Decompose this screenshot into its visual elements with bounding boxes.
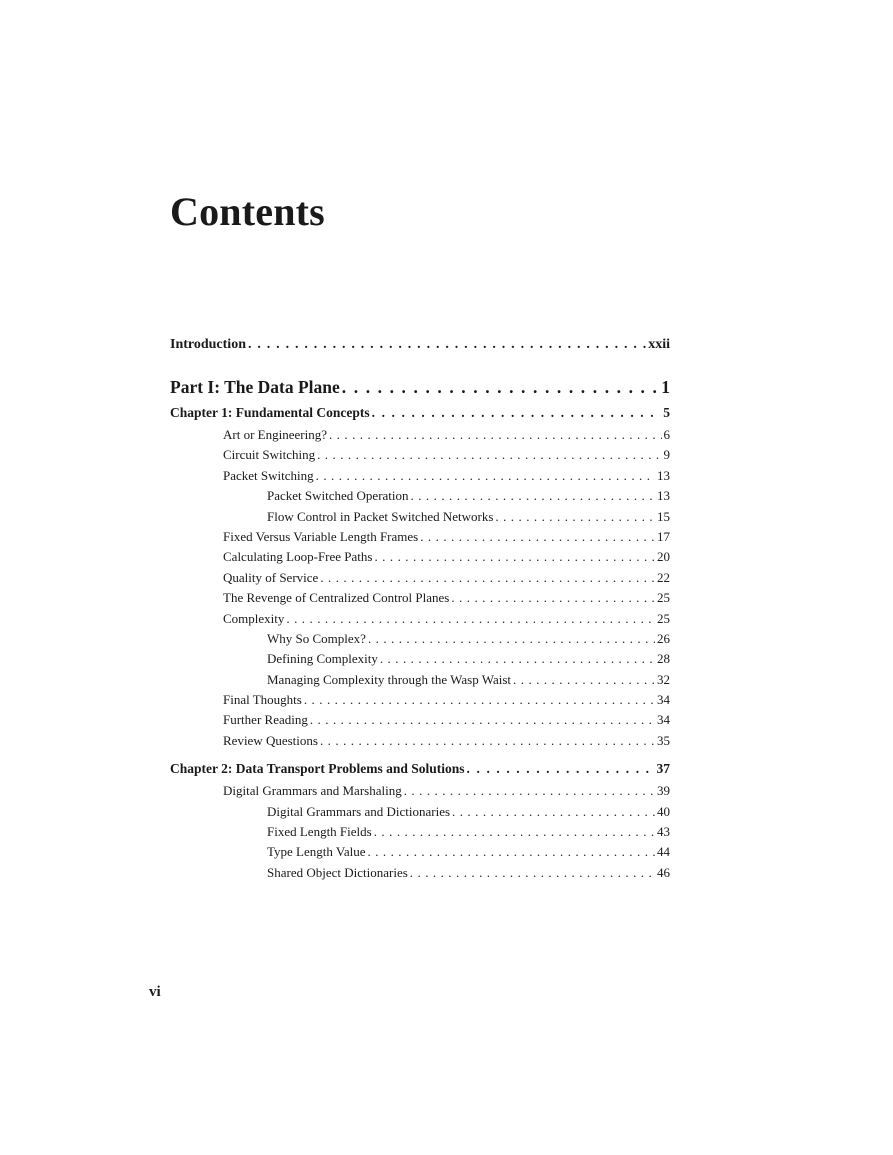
toc-page-number: 34	[657, 712, 670, 728]
toc-subsection[interactable]	[170, 649, 670, 669]
toc-entry-label: Review Questions	[223, 732, 318, 748]
toc-page-number: 39	[657, 783, 670, 799]
toc-page-number: 25	[657, 590, 670, 606]
toc-entry-label: Why So Complex?	[267, 630, 366, 646]
dot-leader	[411, 486, 655, 506]
toc-chapter-heading[interactable]	[170, 402, 670, 424]
dot-leader	[404, 781, 655, 801]
toc-page-number: 9	[663, 447, 670, 463]
toc-entry-label: Packet Switching	[223, 467, 314, 483]
toc-entry-label: Shared Object Dictionaries	[267, 864, 408, 880]
toc-entry-label: Part I: The Data Plane	[170, 377, 340, 397]
dot-leader	[342, 374, 659, 400]
toc-subsection[interactable]	[170, 507, 670, 527]
toc-entry-label: Chapter 2: Data Transport Problems and Solutions	[170, 761, 465, 777]
toc-page-number: 13	[657, 488, 670, 504]
toc-page-number: 25	[657, 610, 670, 626]
toc-entry-label: Art or Engineering?	[223, 427, 327, 442]
toc-page-number: 28	[657, 651, 670, 667]
toc-page-number: 46	[657, 864, 670, 880]
toc-entry-introduction[interactable]	[170, 334, 670, 356]
toc-section[interactable]	[170, 466, 670, 486]
dot-leader	[372, 402, 662, 424]
toc-chapter-heading[interactable]	[170, 758, 670, 780]
toc-section[interactable]	[170, 690, 670, 710]
toc-page-number: 35	[657, 732, 670, 748]
toc-page-number: 22	[657, 569, 670, 585]
toc-entry-label: Digital Grammars and Dictionaries	[267, 803, 451, 819]
toc-page-number: 40	[657, 803, 670, 819]
toc-entry-label: Packet Switched Operation	[267, 488, 409, 504]
dot-leader	[374, 547, 655, 567]
toc-subsection[interactable]	[170, 863, 670, 883]
dot-leader	[451, 588, 655, 608]
toc-section[interactable]	[170, 781, 670, 801]
toc-entry-label: The Revenge of Centralized Control Planes	[223, 590, 450, 606]
toc-subsection[interactable]	[170, 629, 670, 649]
toc-part-heading[interactable]	[170, 374, 670, 400]
dot-leader	[320, 568, 655, 588]
toc-page-number: 32	[657, 671, 670, 687]
dot-leader	[374, 822, 655, 842]
page-title: Contents	[170, 189, 325, 234]
dot-leader	[410, 863, 655, 883]
toc-entry-label: Fixed Versus Variable Length Frames	[223, 528, 419, 544]
toc-section[interactable]	[170, 527, 670, 547]
toc-section[interactable]	[170, 425, 670, 445]
toc-entry-label: Quality of Service	[223, 569, 319, 585]
dot-leader	[467, 758, 655, 780]
toc-page-number: 13	[657, 467, 670, 483]
toc-subsection[interactable]	[170, 802, 670, 822]
dot-leader	[495, 507, 655, 527]
toc-entry-label: Managing Complexity through the Wasp Waist	[267, 671, 512, 687]
toc-page-number: 5	[663, 405, 670, 420]
dot-leader	[420, 527, 655, 547]
dot-leader	[286, 609, 655, 629]
toc-entry-label: Complexity	[223, 610, 285, 626]
toc-page-number: 1	[661, 377, 670, 397]
chapter-1-entries	[170, 425, 670, 751]
toc-entry-label: Digital Grammars and Marshaling	[223, 783, 402, 799]
dot-leader	[248, 334, 646, 356]
toc-page-number: 43	[657, 824, 670, 840]
dot-leader	[380, 649, 655, 669]
toc-section[interactable]	[170, 588, 670, 608]
dot-leader	[329, 425, 662, 445]
chapter-2-entries	[170, 781, 670, 883]
toc-page-number: 44	[657, 844, 670, 860]
dot-leader	[320, 731, 655, 751]
dot-leader	[316, 466, 655, 486]
page-number: vi	[149, 984, 161, 1000]
toc-subsection[interactable]	[170, 822, 670, 842]
toc-entry-label: Circuit Switching	[223, 447, 316, 463]
dot-leader	[513, 670, 655, 690]
toc-section[interactable]	[170, 710, 670, 730]
toc-entry-label: Chapter 1: Fundamental Concepts	[170, 405, 370, 420]
toc-section[interactable]	[170, 568, 670, 588]
toc-entry-label: Further Reading	[223, 712, 308, 728]
toc-page-number: 15	[657, 508, 670, 524]
dot-leader	[304, 690, 655, 710]
dot-leader	[310, 710, 655, 730]
toc-entry-label: Defining Complexity	[267, 651, 378, 667]
toc-section[interactable]	[170, 731, 670, 751]
toc-entry-label: Fixed Length Fields	[267, 824, 372, 840]
toc-section[interactable]	[170, 445, 670, 465]
toc-page-number: xxii	[648, 337, 670, 352]
toc-entry-label: Flow Control in Packet Switched Networks	[267, 508, 494, 524]
toc-page-number: 34	[657, 692, 670, 708]
toc-subsection[interactable]	[170, 486, 670, 506]
toc-section[interactable]	[170, 547, 670, 567]
toc-page-number: 26	[657, 630, 670, 646]
dot-leader	[368, 629, 655, 649]
toc-page-number: 17	[657, 528, 670, 544]
dot-leader	[317, 445, 661, 465]
toc-entry-label: Type Length Value	[267, 844, 366, 860]
toc-subsection[interactable]	[170, 670, 670, 690]
toc-subsection[interactable]	[170, 842, 670, 862]
table-of-contents	[170, 334, 670, 883]
toc-entry-label: Final Thoughts	[223, 692, 302, 708]
toc-page-number: 6	[663, 427, 670, 442]
toc-entry-label: Introduction	[170, 337, 246, 352]
dot-leader	[368, 842, 656, 862]
dot-leader	[452, 802, 655, 822]
toc-entry-label: Calculating Loop-Free Paths	[223, 549, 373, 565]
toc-page-number: 37	[656, 761, 670, 777]
toc-page-number: 20	[657, 549, 670, 565]
toc-section[interactable]	[170, 609, 670, 629]
